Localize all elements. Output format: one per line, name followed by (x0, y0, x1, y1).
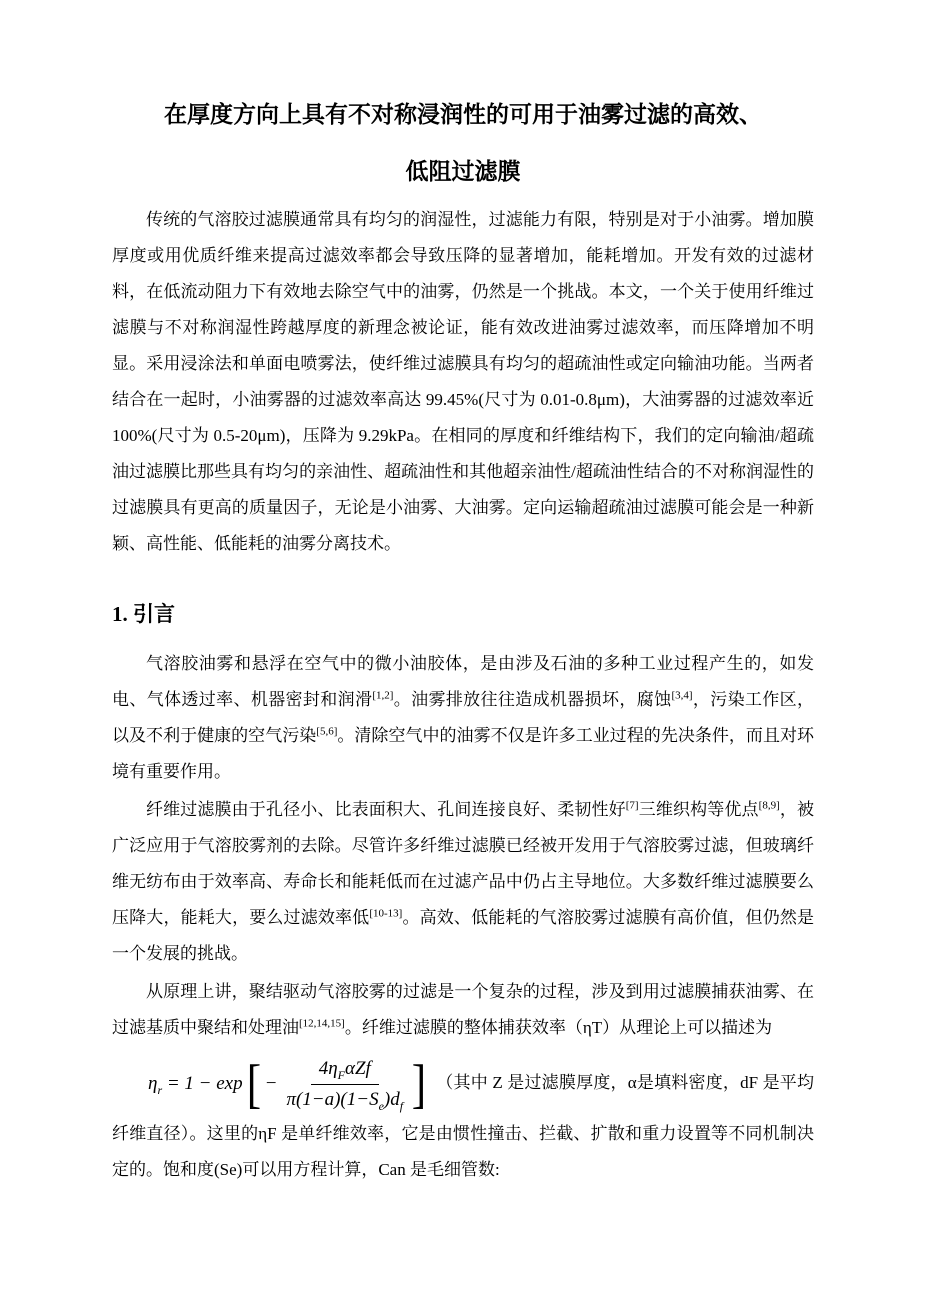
citation-ref: [5,6] (316, 725, 338, 738)
intro-paragraph-1 (112, 646, 814, 790)
formula-lhs: η (148, 1073, 158, 1095)
text-run: ，被广泛应用于气溶胶雾剂的去除。尽管许多纤维过滤膜已经被开发用于气溶胶雾过滤，但玻璃纤维无纺布由于效率高、寿命长和能耗低而在过滤产品中仍占主导地位。大多数纤维过滤膜要么压降大，能耗大，要么过滤效率低 (112, 800, 815, 927)
formula-minus: − (264, 1073, 278, 1095)
abstract-paragraph (112, 202, 814, 562)
citation-ref: [12,14,15] (299, 1017, 345, 1030)
text-run: 传统的气溶胶过滤膜通常具有均匀的润湿性，过滤能力有限，特别是对于小油雾。增加膜厚度或用优质纤维来提高过滤效率都会导致压降的显著增加，能耗增加。开发有效的过滤材料，在低流动阻力下有效地去除空气中的油雾，仍然是一个挑战。本文，一个关于使用纤维过滤膜与不对称润湿性跨越厚度的新理念被论证，能有效改进油雾过滤效率，而压降增加不明显。采用浸涂法和单面电喷雾法，使纤维过滤膜具有均匀的超疏油性或定向输油功能。当两者结合在一起时，小油雾器的过滤效率高达 99.45%(尺寸为 0.01-0.8μm)，大油雾器的过滤效率近 100%(尺寸为 0.5-20μm)，压降为 9.29kPa。在相同的厚度和纤维结构下，我们的定向输油/超疏油过滤膜比那些具有均匀的亲油性、超疏油性和其他超亲油性/超疏油性结合的不对称润湿性的过滤膜具有更高的质量因子，无论是小油雾、大油雾。定向运输超疏油过滤膜可能会是一种新颖、高性能、低能耗的油雾分离技术。 (112, 210, 814, 553)
capture-efficiency-formula (146, 1053, 428, 1114)
paper-title (112, 86, 814, 200)
citation-ref: [3,4] (671, 689, 693, 702)
text-run: 。清除空气中的油雾不仅是许多工业过程的先决条件，而且对环境有重要作用。 (112, 726, 815, 781)
text-run: ，污染工作区，以及不利于健康的空气污染 (112, 690, 815, 745)
denominator-sub2: f (399, 1098, 404, 1113)
text-run: 纤维过滤膜由于孔径小、比表面积大、孔间连接良好、柔韧性好 (146, 800, 626, 819)
intro-paragraph-2 (112, 792, 814, 972)
citation-ref: [10-13] (369, 907, 403, 920)
denominator-sub1: e (378, 1098, 384, 1113)
text-run: 气溶胶油雾和悬浮在空气中的微小油胶体，是由涉及石油的多种工业过程产生的，如发电、气体透过率、机器密封和润滑 (112, 654, 814, 709)
text-run: 三维织构等优点 (638, 800, 759, 819)
denominator-text2: )d (383, 1088, 400, 1110)
numerator-text: 4η (318, 1058, 338, 1079)
text-run: 。高效、低能耗的气溶胶雾过滤膜有高价值，但仍然是一个发展的挑战。 (112, 908, 815, 963)
numerator-text2: αZf (344, 1058, 371, 1079)
section-1-heading: 1. 引言 (112, 602, 175, 626)
formula-lhs-sub: r (157, 1082, 163, 1097)
formula-numerator (311, 1056, 379, 1085)
paper-title-line2: 低阻过滤膜 (405, 159, 521, 184)
formula-paragraph (112, 1052, 814, 1188)
formula-eq: = 1 − exp (166, 1073, 243, 1095)
formula-right-bracket: ] (411, 1053, 427, 1114)
text-run: 从原理上讲，聚结驱动气溶胶雾的过滤是一个复杂的过程，涉及到用过滤膜捕获油雾、在过滤基质中聚结和处理油 (112, 982, 814, 1037)
formula-denominator (282, 1085, 407, 1113)
citation-ref: [1,2] (372, 689, 394, 702)
formula-left-bracket: [ (246, 1053, 261, 1114)
citation-ref: [8,9] (758, 799, 780, 812)
denominator-text: π(1−a)(1−S (286, 1088, 379, 1110)
citation-ref: [7] (625, 799, 639, 812)
numerator-sub: F (337, 1067, 345, 1082)
text-run: 。油雾排放往往造成机器损坏，腐蚀 (393, 690, 672, 709)
text-run: （其中 Z 是过滤膜厚度，α是填料密度，dF 是平均纤维直径）。这里的ηF 是单纤维效率，它是由惯性撞击、拦截、扩散和重力设置等不同机制决定的。饱和度(Se)可以用方程计算，Can 是毛细管数: (112, 1073, 814, 1180)
paper-title-line1: 在厚度方向上具有不对称浸润性的可用于油雾过滤的高效、 (164, 102, 762, 127)
intro-paragraph-3 (112, 974, 814, 1046)
formula-fraction (282, 1056, 407, 1112)
text-run: 。纤维过滤膜的整体捕获效率（ηT）从理论上可以描述为 (344, 1018, 773, 1037)
